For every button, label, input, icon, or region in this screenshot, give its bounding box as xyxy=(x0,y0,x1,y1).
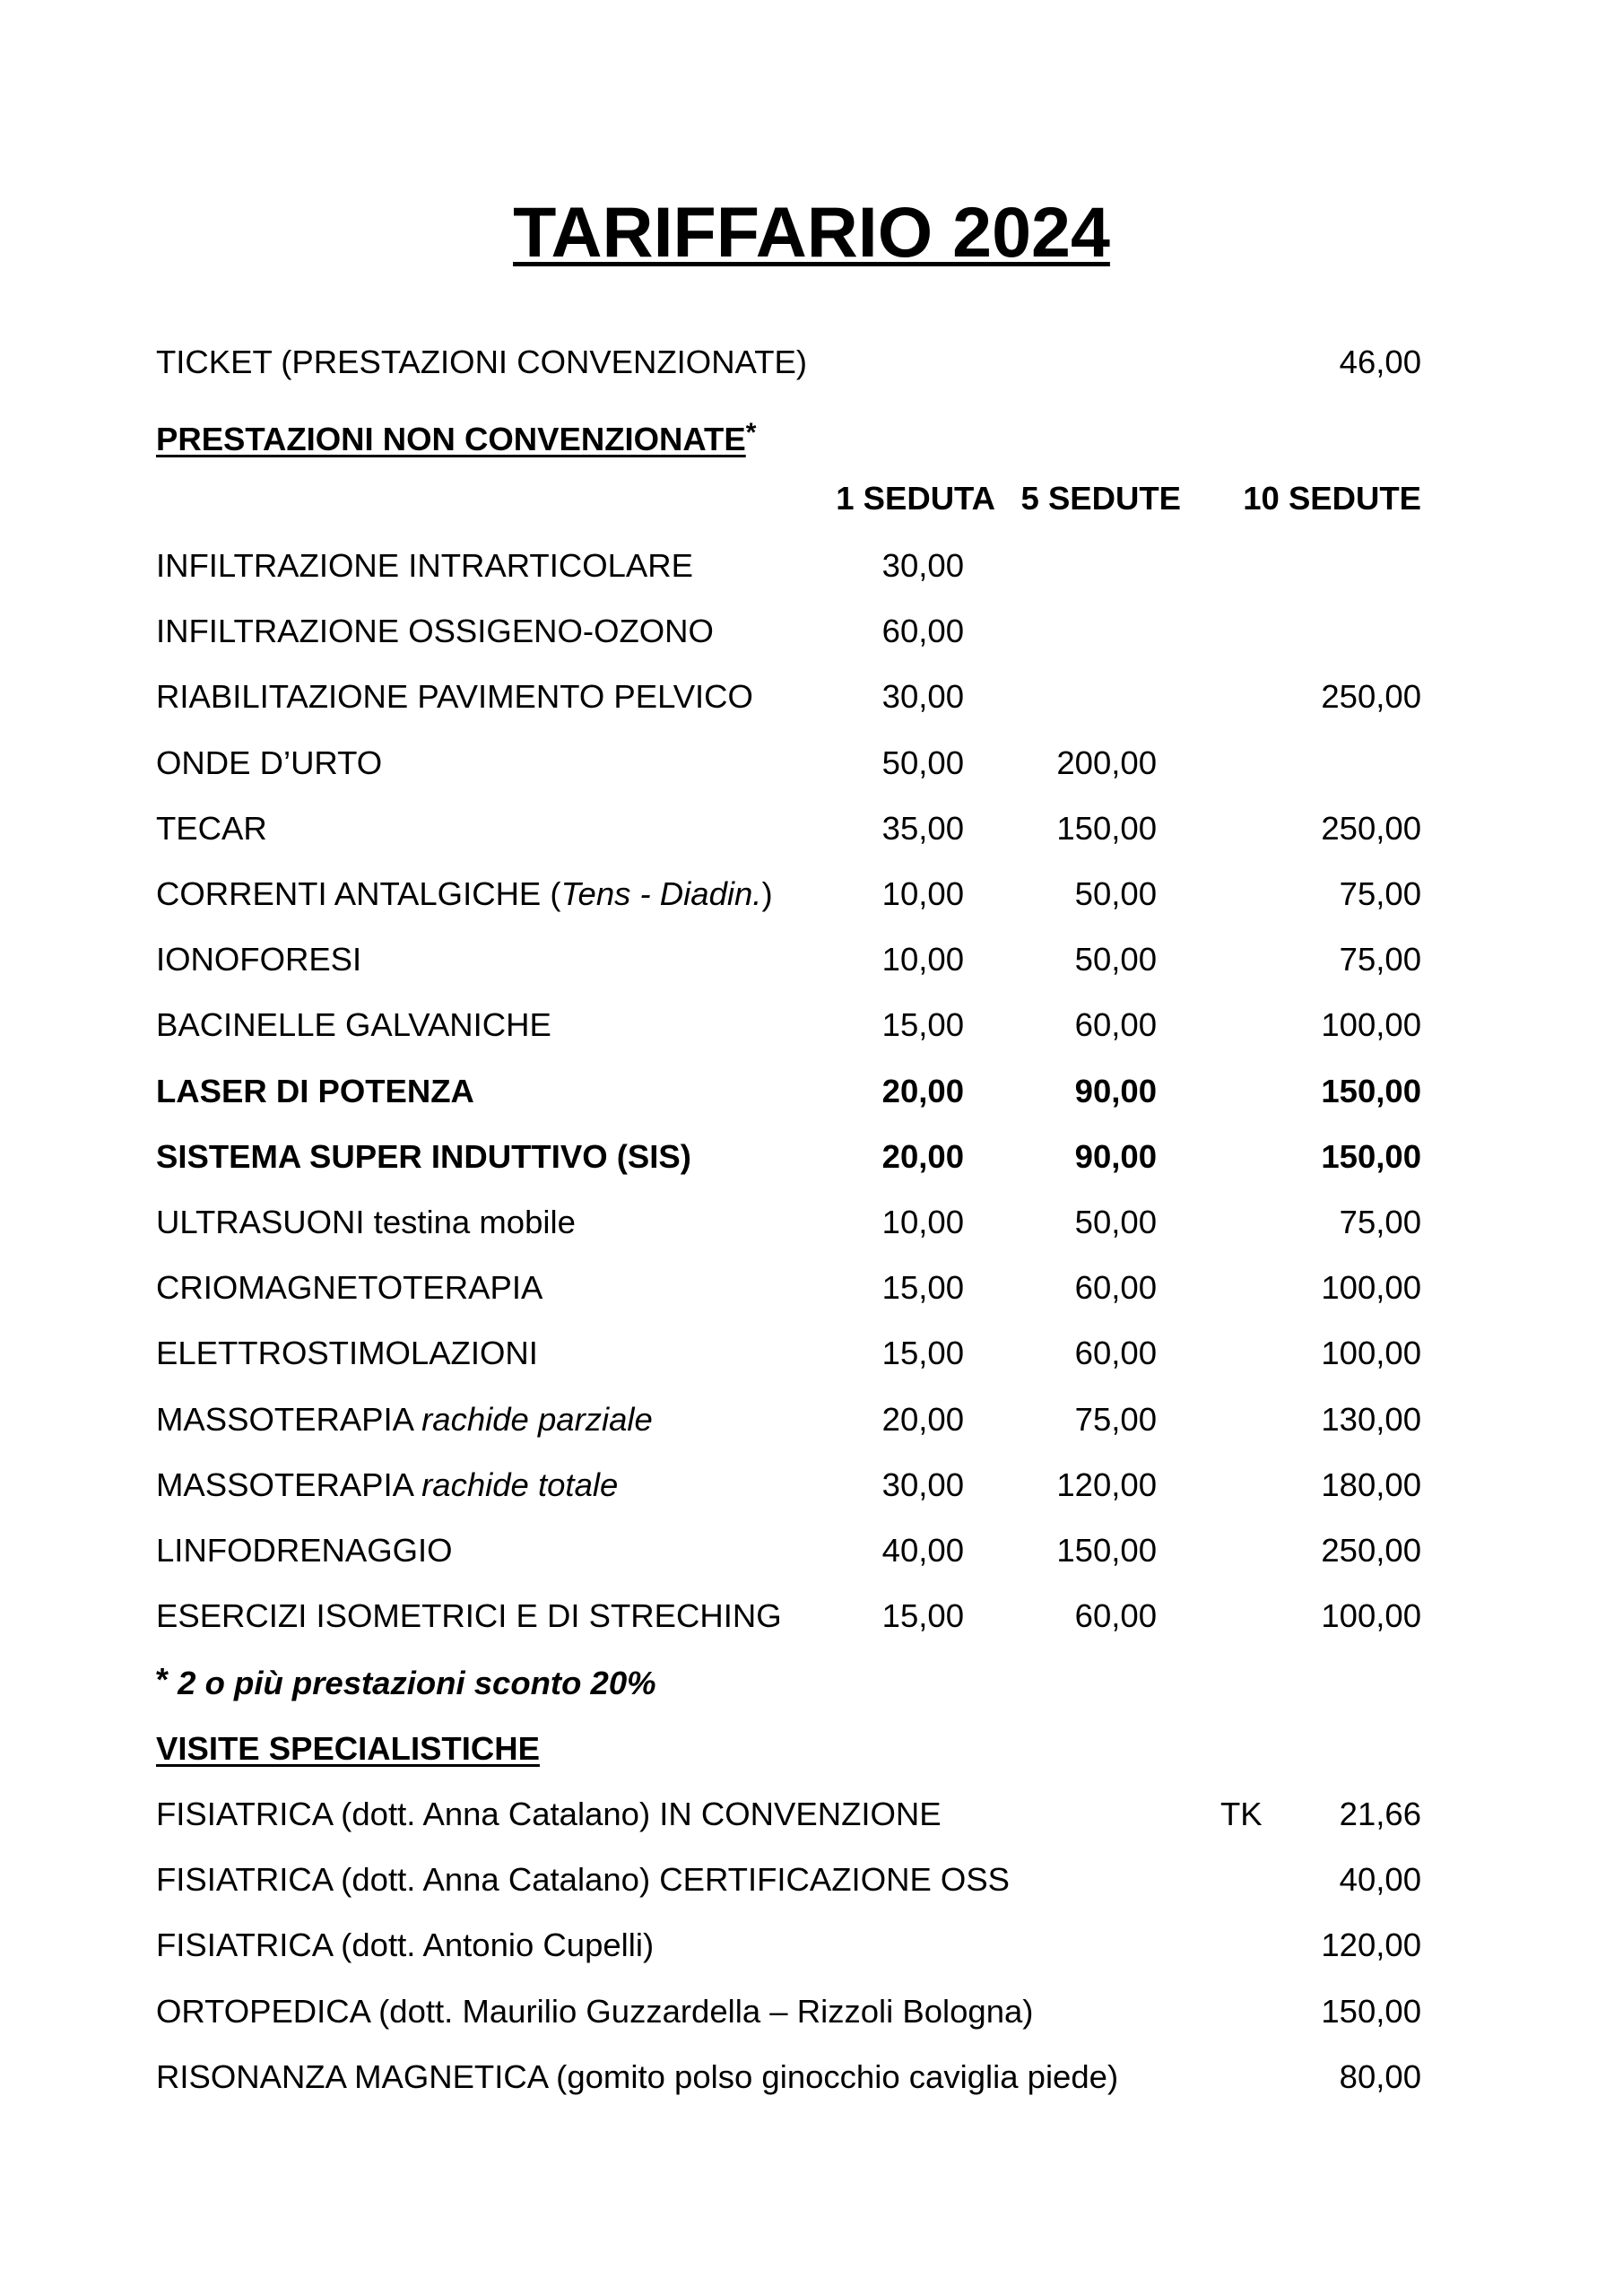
treatment-row xyxy=(156,1003,1421,1048)
price-5-sedute: 75,00 xyxy=(1074,1400,1157,1438)
price-5-sedute: 120,00 xyxy=(1056,1465,1157,1503)
price-5-sedute: 90,00 xyxy=(1074,1137,1157,1175)
visit-tag: TK xyxy=(1220,1796,1263,1832)
treatment-name xyxy=(156,609,714,654)
price-1-seduta: 15,00 xyxy=(881,1269,964,1307)
price-5-sedute: 150,00 xyxy=(1056,1532,1157,1569)
treatment-row xyxy=(156,937,1421,982)
section-heading-visite xyxy=(156,1726,1421,1771)
treatment-detail: rachide parziale xyxy=(421,1400,653,1438)
treatment-row xyxy=(156,544,1421,588)
price-10-sedute: 180,00 xyxy=(1321,1465,1421,1503)
price-1-seduta: 15,00 xyxy=(881,1597,964,1635)
ticket-row xyxy=(156,340,1421,385)
treatment-row xyxy=(156,1200,1421,1245)
visite-heading-text: VISITE SPECIALISTICHE xyxy=(156,1730,540,1767)
price-5-sedute: 50,00 xyxy=(1074,875,1157,912)
section-heading-non-convenzionate xyxy=(156,411,1421,456)
price-10-sedute: 250,00 xyxy=(1321,678,1421,716)
price-10-sedute: 75,00 xyxy=(1339,875,1421,912)
column-header-1-seduta: 1 SEDUTA xyxy=(836,480,995,517)
column-header-5-sedute: 5 SEDUTE xyxy=(1020,480,1181,517)
treatment-suffix: ) xyxy=(761,875,773,912)
price-1-seduta: 10,00 xyxy=(881,941,964,978)
treatment-name xyxy=(156,1069,474,1114)
price-1-seduta: 15,00 xyxy=(881,1335,964,1372)
treatment-name-text: LASER DI POTENZA xyxy=(156,1072,474,1109)
visit-price: 80,00 xyxy=(1339,2057,1421,2095)
price-1-seduta: 10,00 xyxy=(881,1204,964,1240)
price-1-seduta: 40,00 xyxy=(881,1532,964,1569)
treatment-row xyxy=(156,1463,1421,1508)
treatment-name-text: TECAR xyxy=(156,809,267,847)
treatment-name xyxy=(156,806,267,851)
discount-footnote xyxy=(156,1661,1421,1706)
treatment-name xyxy=(156,1594,782,1639)
treatment-name xyxy=(156,1397,653,1442)
treatment-row xyxy=(156,1135,1421,1179)
treatment-name-text: SISTEMA SUPER INDUTTIVO (SIS) xyxy=(156,1137,691,1175)
visit-name: FISIATRICA (dott. Anna Catalano) CERTIFICAZIONE OSS xyxy=(156,1861,1011,1899)
visit-row xyxy=(156,2055,1421,2100)
price-5-sedute: 60,00 xyxy=(1074,1269,1157,1307)
price-10-sedute: 100,00 xyxy=(1321,1597,1421,1635)
price-10-sedute: 130,00 xyxy=(1321,1400,1421,1438)
treatment-name xyxy=(156,674,753,719)
treatment-name xyxy=(156,937,361,982)
footnote-asterisk: * xyxy=(156,1661,169,1698)
treatment-row xyxy=(156,609,1421,654)
price-5-sedute: 90,00 xyxy=(1074,1072,1157,1109)
visit-name: RISONANZA MAGNETICA (gomito polso ginocchio caviglia piede) xyxy=(156,2057,1119,2095)
asterisk-marker: * xyxy=(745,418,757,448)
visit-name: ORTOPEDICA (dott. Maurilio Guzzardella – Rizzoli Bologna) xyxy=(156,1992,1034,2030)
treatment-row xyxy=(156,741,1421,786)
treatment-name xyxy=(156,1135,691,1179)
treatment-name xyxy=(156,1463,618,1508)
visit-price: 150,00 xyxy=(1321,1992,1421,2030)
visit-row xyxy=(156,1792,1421,1837)
price-1-seduta: 60,00 xyxy=(881,613,964,650)
ticket-label: TICKET (PRESTAZIONI CONVENZIONATE) xyxy=(156,344,807,380)
treatment-name xyxy=(156,544,693,588)
price-5-sedute: 150,00 xyxy=(1056,809,1157,847)
price-1-seduta: 15,00 xyxy=(881,1006,964,1044)
treatment-name xyxy=(156,1265,542,1310)
treatment-name-text: CRIOMAGNETOTERAPIA xyxy=(156,1269,543,1307)
treatment-detail: Tens - Diadin. xyxy=(560,875,762,912)
price-10-sedute: 250,00 xyxy=(1321,1532,1421,1569)
treatment-row xyxy=(156,1069,1421,1114)
price-10-sedute: 250,00 xyxy=(1321,809,1421,847)
treatment-name xyxy=(156,1003,551,1048)
treatment-name-text: IONOFORESI xyxy=(156,941,362,978)
treatment-row xyxy=(156,1397,1421,1442)
visit-name: FISIATRICA (dott. Antonio Cupelli) xyxy=(156,1926,655,1964)
page-title-text: TARIFFARIO 2024 xyxy=(513,192,1110,272)
treatment-row xyxy=(156,1265,1421,1310)
treatment-row xyxy=(156,1594,1421,1639)
treatment-detail: rachide totale xyxy=(421,1465,619,1503)
price-1-seduta: 20,00 xyxy=(881,1400,964,1438)
column-header-10-sedute: 10 SEDUTE xyxy=(1243,480,1421,517)
price-10-sedute: 75,00 xyxy=(1339,941,1421,978)
treatment-row xyxy=(156,806,1421,851)
price-5-sedute: 60,00 xyxy=(1074,1597,1157,1635)
treatment-name xyxy=(156,872,773,917)
footnote-text: 2 o più prestazioni sconto 20% xyxy=(178,1665,656,1701)
treatment-row xyxy=(156,1331,1421,1376)
treatment-row xyxy=(156,674,1421,719)
price-1-seduta: 20,00 xyxy=(881,1072,964,1109)
price-1-seduta: 30,00 xyxy=(881,1465,964,1503)
treatment-name-text: ONDE D’URTO xyxy=(156,744,383,781)
treatment-name-text: INFILTRAZIONE OSSIGENO-OZONO xyxy=(156,613,714,650)
treatment-row xyxy=(156,1528,1421,1573)
price-10-sedute: 75,00 xyxy=(1339,1204,1421,1240)
visit-row xyxy=(156,1857,1421,1902)
price-5-sedute: 50,00 xyxy=(1074,941,1157,978)
treatment-name xyxy=(156,1528,453,1573)
visit-name: FISIATRICA (dott. Anna Catalano) IN CONVENZIONE xyxy=(156,1796,942,1832)
visit-price: 21,66 xyxy=(1339,1796,1421,1832)
price-10-sedute: 150,00 xyxy=(1321,1137,1421,1175)
price-10-sedute: 100,00 xyxy=(1321,1006,1421,1044)
price-column-headers xyxy=(156,476,1421,521)
treatment-name xyxy=(156,1200,576,1245)
page-title xyxy=(0,192,1623,273)
treatment-row xyxy=(156,872,1421,917)
price-1-seduta: 50,00 xyxy=(881,744,964,781)
visit-price: 120,00 xyxy=(1321,1926,1421,1964)
treatment-name xyxy=(156,1331,538,1376)
price-1-seduta: 10,00 xyxy=(881,875,964,912)
treatment-name-text: ULTRASUONI testina mobile xyxy=(156,1204,576,1240)
treatment-name xyxy=(156,741,382,786)
treatment-name-text: CORRENTI ANTALGICHE ( xyxy=(156,875,561,912)
treatment-name-text: ELETTROSTIMOLAZIONI xyxy=(156,1335,538,1372)
price-1-seduta: 30,00 xyxy=(881,547,964,584)
section-heading-text: PRESTAZIONI NON CONVENZIONATE xyxy=(156,421,746,457)
treatment-name-text: INFILTRAZIONE INTRARTICOLARE xyxy=(156,547,693,584)
price-10-sedute: 100,00 xyxy=(1321,1269,1421,1307)
visit-row xyxy=(156,1923,1421,1968)
price-10-sedute: 100,00 xyxy=(1321,1335,1421,1372)
treatment-name-text: LINFODRENAGGIO xyxy=(156,1532,453,1569)
price-1-seduta: 35,00 xyxy=(881,809,964,847)
price-5-sedute: 60,00 xyxy=(1074,1335,1157,1372)
treatment-name-text: BACINELLE GALVANICHE xyxy=(156,1006,551,1044)
treatment-name-text: MASSOTERAPIA xyxy=(156,1465,422,1503)
price-5-sedute: 200,00 xyxy=(1056,744,1157,781)
price-1-seduta: 20,00 xyxy=(881,1137,964,1175)
ticket-price: 46,00 xyxy=(1339,344,1421,380)
price-5-sedute: 60,00 xyxy=(1074,1006,1157,1044)
price-5-sedute: 50,00 xyxy=(1074,1204,1157,1240)
visit-price: 40,00 xyxy=(1339,1861,1421,1899)
price-10-sedute: 150,00 xyxy=(1321,1072,1421,1109)
treatment-name-text: MASSOTERAPIA xyxy=(156,1400,422,1438)
price-1-seduta: 30,00 xyxy=(881,678,964,716)
treatment-name-text: RIABILITAZIONE PAVIMENTO PELVICO xyxy=(156,678,753,716)
visit-row xyxy=(156,1989,1421,2034)
treatment-name-text: ESERCIZI ISOMETRICI E DI STRECHING xyxy=(156,1597,782,1635)
